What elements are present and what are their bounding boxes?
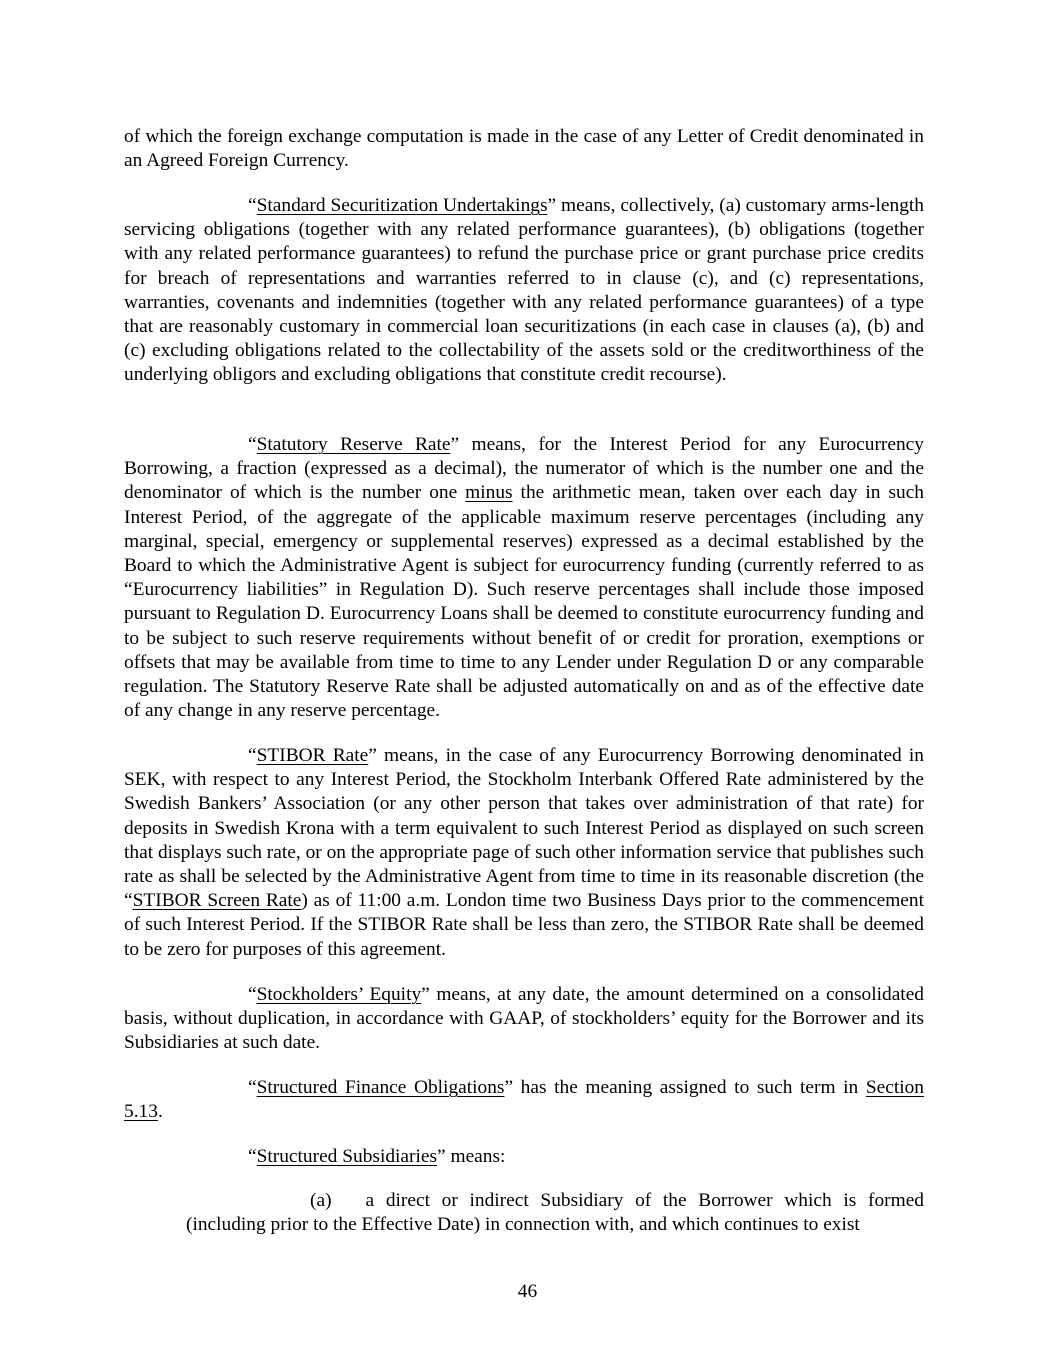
definition-paragraph (124, 744, 924, 962)
subclause-a (186, 1189, 924, 1237)
continuation-text: of which the foreign exchange computation is made in the case of any Letter of Credit denominated in an Agreed Foreign Currency. (124, 126, 924, 172)
subclause-label: (a) (310, 1190, 332, 1211)
subclause-paragraph (186, 1189, 924, 1237)
defined-term: Statutory Reserve Rate (256, 434, 451, 455)
definition-text: ” means, collectively, (a) customary arms-length servicing obligations (together with any related performance guarantees), (b) obligations (together with any related performance guarantees) to refund the purchase price or grant purchase price credits for breach of representations and warranties referred to in clause (c), and (c) representations, warranties, covenants and indemnities (together with any related performance guarantees) of a type that are reasonably customary in commercial loan securitizations (in each case in clauses (a), (b) and (c) excluding obligations related to the collectability of the assets sold or the creditworthiness of the underlying obligors and excluding obligations that constitute credit recourse). (124, 195, 924, 386)
definition-paragraph (124, 1076, 924, 1124)
definition-text: ” means, for the Interest Period for any Eurocurrency Borrowing, a fraction (expressed as a decimal), the numerator of which is the number one and the denominator of which is the number one (124, 434, 924, 504)
definition-stockholders-equity (124, 983, 924, 1056)
paragraph-continuation (124, 125, 924, 173)
definition-structured-subsidiaries (124, 1145, 924, 1169)
definition-paragraph (124, 983, 924, 1056)
definition-text: ” means: (437, 1146, 506, 1167)
definition-standard-securitization-undertakings (124, 194, 924, 388)
defined-term: Standard Securitization Undertakings (256, 195, 548, 216)
open-quote: “ (248, 1146, 257, 1167)
page-number: 46 (517, 1281, 538, 1302)
open-quote: “ (248, 195, 257, 216)
open-quote: “ (248, 1077, 257, 1098)
defined-term: STIBOR Rate (256, 745, 369, 766)
definition-text-continued: the arithmetic mean, taken over each day in such Interest Period, of the aggregate of the applicable maximum reserve percentages (including any marginal, special, emergency or supplemental reserves) expressed as a decimal established by the Board to which the Administrative Agent is subject for eurocurrency funding (currently referred to as “Eurocurrency liabilities” in Regulation D). Such reserve percentages shall include those imposed pursuant to Regulation D. Eurocurrency Loans shall be deemed to constitute eurocurrency funding and to be subject to such reserve requirements without benefit of or credit for proration, exemptions or offsets that may be available from time to time to any Lender under Regulation D or any comparable regulation. The Statutory Reserve Rate shall be adjusted automatically on and as of the effective date of any change in any reserve percentage. (124, 482, 925, 722)
defined-term: Stockholders’ Equity (256, 984, 422, 1005)
definition-stibor-rate (124, 744, 924, 962)
definition-text: ” means, in the case of any Eurocurrency Borrowing denominated in SEK, with respect to any Interest Period, the Stockholm Interbank Offered Rate administered by the Swedish Bankers’ Association (or any other person that takes over administration of that rate) for deposits in Swedish Krona with a term equivalent to such Interest Period as displayed on such screen that displays such rate, or on the appropriate page of such other information service that publishes such rate as shall be selected by the Administrative Agent from time to time in its reasonable discretion (the “ (124, 745, 925, 912)
definition-paragraph (124, 194, 924, 388)
open-quote: “ (248, 984, 257, 1005)
defined-term: Structured Subsidiaries (256, 1146, 438, 1167)
definition-statutory-reserve-rate (124, 433, 924, 723)
defined-term: Structured Finance Obligations (256, 1077, 505, 1098)
defined-term-stibor-screen-rate: STIBOR Screen Rate (132, 890, 302, 912)
open-quote: “ (248, 434, 257, 455)
definition-paragraph (124, 1145, 924, 1169)
period: . (157, 1101, 163, 1123)
definition-structured-finance-obligations (124, 1076, 924, 1124)
definition-text-continued: ) as of 11:00 a.m. London time two Business Days prior to the commencement of such Interest Period. If the STIBOR Rate shall be less than zero, the STIBOR Rate shall be deemed to be zero for purposes of this agreement. (124, 890, 924, 960)
subclause-text: a direct or indirect Subsidiary of the Borrower which is formed (including prior to the Effective Date) in connection with, and which continues to exist (186, 1190, 924, 1236)
definition-text: ” means, at any date, the amount determined on a consolidated basis, without duplication, in accordance with GAAP, of stockholders’ equity for the Borrower and its Subsidiaries at such date. (124, 984, 924, 1054)
emphasis-minus: minus (465, 482, 513, 504)
section-reference-link[interactable]: Section 5.13 (124, 1077, 925, 1123)
definition-text: ” has the meaning assigned to such term in (504, 1077, 866, 1098)
definition-paragraph (124, 433, 924, 723)
open-quote: “ (248, 745, 257, 766)
